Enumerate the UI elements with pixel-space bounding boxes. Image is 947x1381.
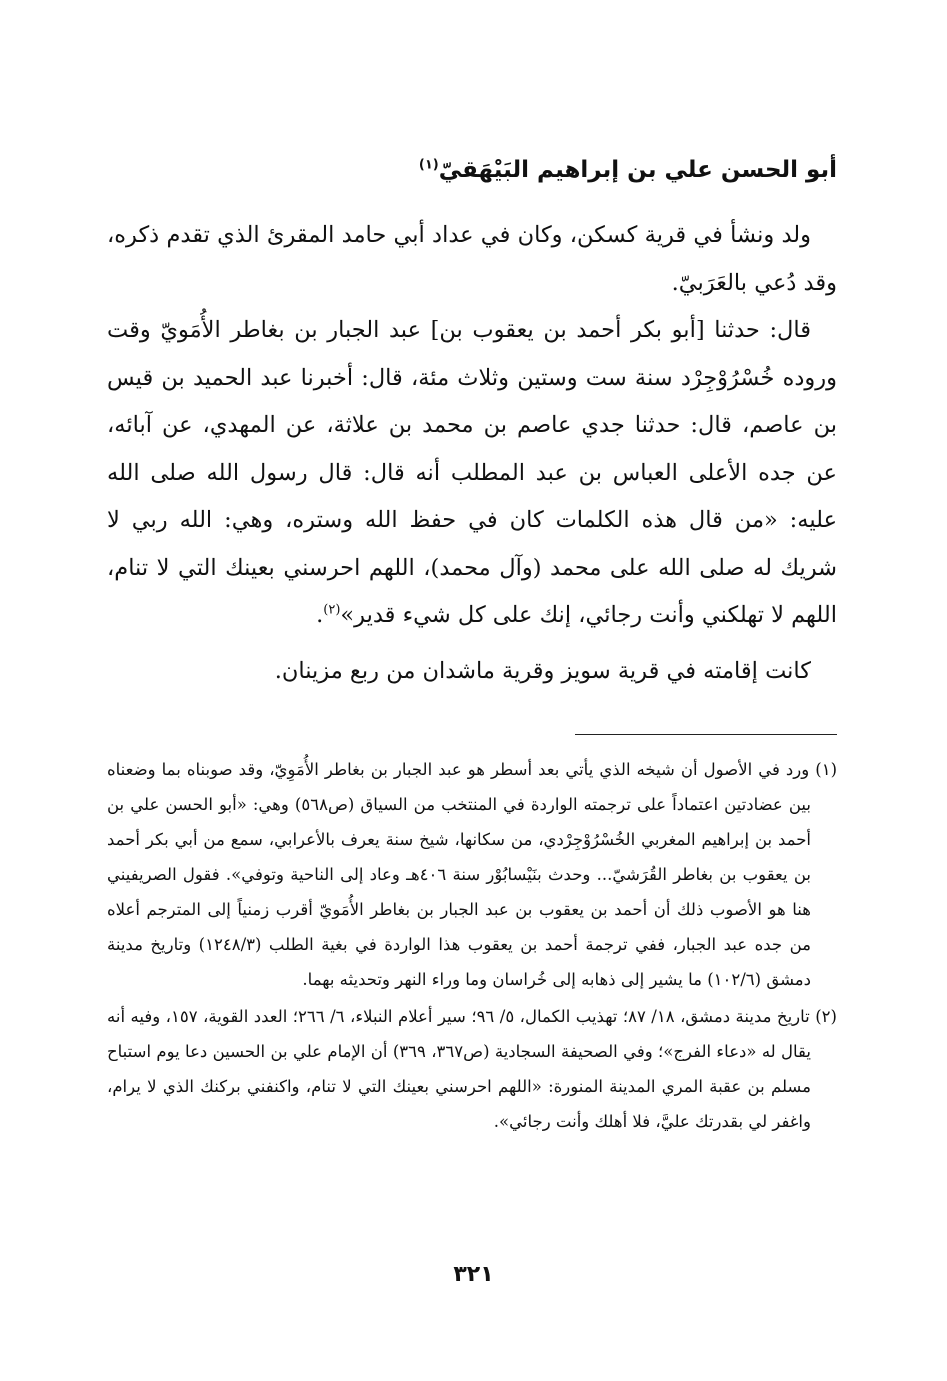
paragraph-hadith-text: قال: حدثنا [أبو بكر أحمد بن يعقوب بن] عبد الجبار بن بغاطر الأُمَويّ وقت وروده خُسْرُوْجِرْد سنة ست وستين وثلاث مئة، قال: أخبرنا عبد الحميد بن قيس بن عاصم، قال: حدثنا جدي عاصم بن محمد بن علاثة، عن المهدي، عن آبائه، عن جده الأعلى العباس بن عبد المطلب أنه قال: قال رسول الله صلى الله عليه: «من قال هذه الكلمات كان في حفظ الله وستره، وهي: الله ربي لا شريك له صلى الله على محمد (وآل محمد)، اللهم احرسني بعينك التي لا تنام، اللهم لا تهلكني وأنت رجائي، إنك على كل شيء قدير» <box>107 317 837 628</box>
paragraph-residence: كانت إقامته في قرية سويز وقرية ماشدان من ربع مزينان. <box>274 657 811 684</box>
biography-heading <box>107 150 837 190</box>
footnote-separator <box>575 734 837 735</box>
main-text <box>107 212 837 695</box>
paragraph-birth: ولد ونشأ في قرية كسكن، وكان في عداد أبي حامد المقرئ الذي تقدم ذكره، وقد دُعي بالعَرَبيّ. <box>107 222 837 296</box>
footnotes <box>107 752 837 1139</box>
heading-footnote-ref: (١) <box>418 157 439 173</box>
footnote-1: (١) ورد في الأصول أن شيخه الذي يأتي بعد أسطر هو عبد الجبار بن بغاطر الأُمَوِيّ، وقد صوبناه بما وضعناه بين عضادتين اعتماداً على ترجمته الواردة في المنتخب من السياق (ص٥٦٨) وهي: «أبو الحسن علي بن أحمد بن إبراهيم المغربي الخُسْرُوْجِرْدي، من سكانها، شيخ سنة يعرف بالأعرابي، سمع من أبي بكر أحمد بن يعقوب بن بغاطر القُرَشيّ... وحدث بنَيْسابُوْر سنة ٤٠٦هـ وعاد إلى الناحية وتوفي». فقول الصريفيني هنا هو الأصوب ذلك أن أحمد بن يعقوب بن عبد الجبار بن بغاطر الأُمَويّ أقرب زمنياً إلى المترجم أعلاه من جده عبد الجبار، ففي ترجمة أحمد بن يعقوب هذا الواردة في بغية الطلب (١٢٤٨/٣) وتاريخ مدينة دمشق (١٠٢/٦) ما يشير إلى ذهابه إلى خُراسان وما وراء النهر وتحديثه بهما. <box>107 760 837 989</box>
paragraph-hadith-footnote-ref: (٢) <box>323 602 341 618</box>
footnote-2: (٢) تاريخ مدينة دمشق، ١٨/ ٨٧؛ تهذيب الكمال، ٥/ ٩٦؛ سير أعلام النبلاء، ٦/ ٢٦٦؛ العدد القوية، ١٥٧، وفيه أنه يقال له «دعاء الفرج»؛ وفي الصحيفة السجادية (ص٣٦٧، ٣٦٩) أن الإمام علي بن الحسين دعا يوم استباح مسلم بن عقبة المري المدينة المنورة: «اللهم احرسني بعينك التي لا تنام، واكنفني بركنك الذي لا يرام، واغفر لي بقدرتك عليَّ، فلا أهلك وأنت رجائي». <box>107 1007 837 1131</box>
page-number: ٣٢١ <box>453 1262 494 1287</box>
paragraph-hadith-end: . <box>316 602 324 628</box>
heading-title: أبو الحسن علي بن إبراهيم البَيْهَقيّ <box>438 157 837 183</box>
paragraph-hadith <box>107 307 837 640</box>
